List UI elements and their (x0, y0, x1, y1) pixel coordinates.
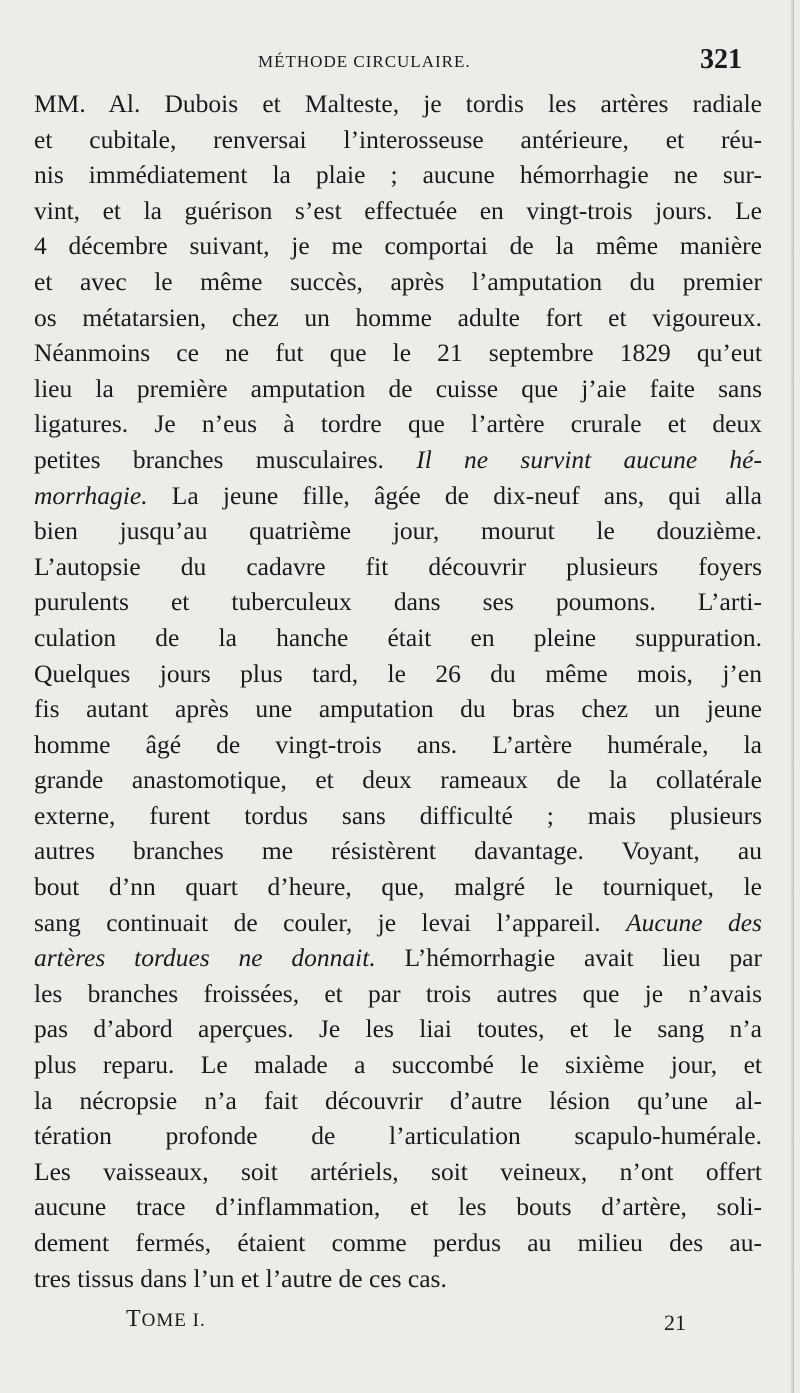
text-line (34, 1047, 762, 1083)
text-line (34, 584, 762, 620)
text-segment: MM. Al. Dubois et Malteste, je tordis les artères radiale (34, 89, 762, 118)
text-segment: Les vaisseaux, soit artériels, soit veineux, n’ont offert (34, 1156, 762, 1186)
text-segment: et cubitale, renversai l’interosseuse antérieure, et réu- (34, 124, 762, 154)
text-line (34, 193, 762, 229)
text-line (34, 976, 762, 1012)
text-segment: 4 décembre suivant, je me comportai de la même manière (34, 231, 762, 261)
text-line (34, 406, 762, 442)
text-line (34, 157, 762, 193)
italic-text: artères tordues ne donnait. (34, 943, 376, 973)
text-segment: pas d’abord aperçues. Je les liai toutes, et le sang n’a (34, 1014, 762, 1044)
text-segment: tres tissus dans l’un et l’autre de ces cas. (34, 1263, 447, 1293)
text-line (34, 1189, 762, 1225)
text-line (34, 264, 762, 300)
text-segment: dement fermés, étaient comme perdus au milieu des au- (34, 1228, 762, 1257)
text-segment: os métatarsien, chez un homme adulte fort et vigoureux. (34, 302, 762, 332)
italic-text: morrhagie. (34, 480, 148, 510)
text-segment: L’hémorrhagie avait lieu par (375, 943, 762, 973)
text-line (34, 1154, 762, 1190)
text-segment: ligatures. Je n’eus à tordre que l’artère crurale et deux (34, 409, 762, 439)
text-line (34, 1118, 762, 1154)
text-segment: lieu la première amputation de cuisse que j’aie faite sans (34, 373, 762, 403)
signature-mark (126, 1306, 206, 1333)
text-segment: petites branches musculaires. (34, 444, 417, 474)
text-line (34, 940, 762, 976)
text-segment: et avec le même succès, après l’amputation du premier (34, 266, 762, 296)
text-segment: aucune trace d’inflammation, et les bouts d’artère, soli- (34, 1192, 762, 1222)
text-segment: vint, et la guérison s’est effectuée en vingt-trois jours. Le (34, 195, 762, 225)
text-segment: culation de la hanche était en pleine suppuration. (34, 622, 762, 652)
text-line (34, 798, 762, 834)
text-segment: L’autopsie du cadavre fit découvrir plusieurs foyers (34, 551, 762, 581)
text-segment: autres branches me résistèrent davantage. Voyant, au (34, 836, 762, 866)
text-segment: les branches froissées, et par trois autres que je n’avais (34, 978, 762, 1008)
text-line (34, 478, 762, 514)
text-segment: purulents et tuberculeux dans ses poumons. L’arti- (34, 587, 762, 617)
text-segment: sang continuait de couler, je levai l’appareil. (34, 907, 627, 937)
text-line (34, 1011, 762, 1047)
text-line (34, 335, 762, 371)
text-line (34, 869, 762, 905)
text-segment: tération profonde de l’articulation scapulo-humérale. (34, 1121, 762, 1151)
running-head (0, 44, 800, 80)
text-line (34, 656, 762, 692)
text-line (34, 549, 762, 585)
text-segment: La jeune fille, âgée de dix-neuf ans, qui alla (147, 480, 762, 510)
text-line (34, 1225, 762, 1261)
italic-text: Il ne survint aucune hé- (416, 444, 762, 474)
text-line (34, 513, 762, 549)
text-line (34, 905, 762, 941)
text-line (34, 762, 762, 798)
signature-initial: T (126, 1306, 142, 1332)
text-segment: grande anastomotique, et deux rameaux de la collatérale (34, 765, 762, 795)
text-segment: homme âgé de vingt-trois ans. L’artère humérale, la (34, 729, 762, 759)
italic-text: Aucune des (626, 907, 762, 937)
page-number: 321 (700, 44, 742, 75)
text-segment: externe, furent tordus sans difficulté ; mais plusieurs (34, 800, 762, 830)
text-segment: fis autant après une amputation du bras chez un jeune (34, 694, 762, 724)
text-line (34, 691, 762, 727)
text-line (34, 1083, 762, 1119)
signature-rest: OME I. (141, 1310, 206, 1331)
signature-number: 21 (664, 1310, 686, 1335)
text-line (34, 300, 762, 336)
text-segment: la nécropsie n’a fait découvrir d’autre lésion qu’une al- (34, 1085, 762, 1115)
page-footer (0, 1306, 800, 1346)
text-line (34, 228, 762, 264)
text-line (34, 371, 762, 407)
running-title: MÉTHODE CIRCULAIRE. (258, 52, 471, 71)
text-line (34, 1261, 762, 1297)
text-line (34, 442, 762, 478)
text-segment: Néanmoins ce ne fut que le 21 septembre 1829 qu’eut (34, 338, 762, 368)
text-segment: Quelques jours plus tard, le 26 du même mois, j’en (34, 658, 762, 688)
text-line (34, 833, 762, 869)
text-segment: bout d’nn quart d’heure, que, malgré le tourniquet, le (34, 872, 762, 902)
text-segment: nis immédiatement la plaie ; aucune hémorrhagie ne sur- (34, 160, 762, 190)
text-line (34, 122, 762, 158)
text-segment: bien jusqu’au quatrième jour, mourut le douzième. (34, 516, 762, 546)
text-line (34, 86, 762, 122)
body-text (34, 86, 762, 1296)
text-segment: plus reparu. Le malade a succombé le sixième jour, et (34, 1050, 762, 1080)
text-line (34, 620, 762, 656)
text-line (34, 727, 762, 763)
